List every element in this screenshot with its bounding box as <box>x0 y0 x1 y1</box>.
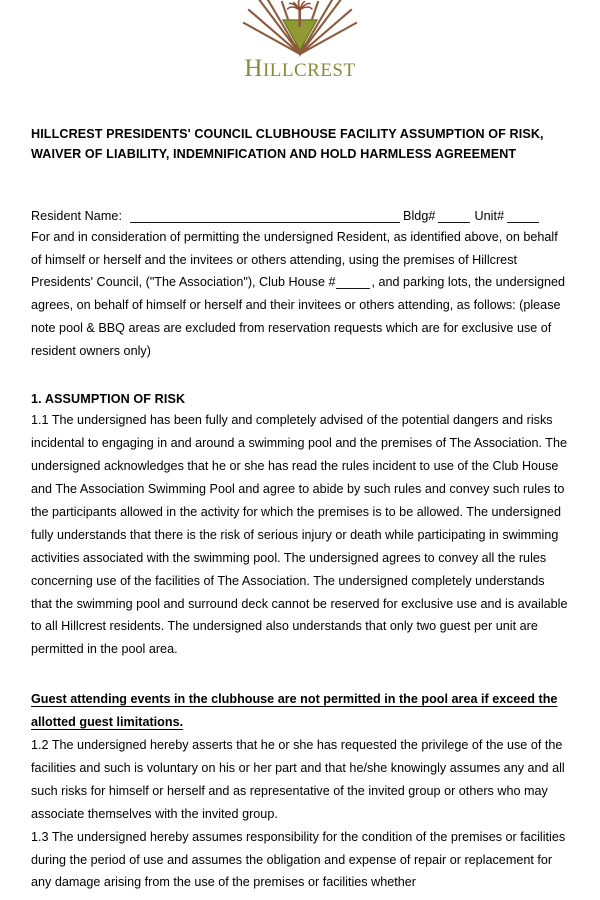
preamble-paragraph <box>31 226 569 363</box>
hillcrest-logo <box>0 0 600 106</box>
guest-limitation-notice: Guest attending events in the clubhouse are not permitted in the pool area if exceed the allotted guest limitations. <box>31 692 558 730</box>
logo-wordmark-rest: ILLCREST <box>262 60 356 81</box>
clause-1-2: 1.2 The undersigned hereby asserts that he or she has requested the privilege of the use of the facilities and such is voluntary on his or her part and that he/she knowingly assumes any and all such risks for himself or herself and as representative of the invited group or others who may associate themselves with the invited group. <box>31 738 565 821</box>
unit-number-input[interactable] <box>507 222 539 223</box>
document-body <box>0 124 600 894</box>
clause-1-3: 1.3 The undersigned hereby assumes responsibility for the condition of the premises or facilities during the period of use and assumes the obligation and expense of repair or replacement for any damage arising from the use of the premises or facilities whether <box>31 829 566 890</box>
bldg-label: Bldg# <box>403 208 436 223</box>
bldg-number-input[interactable] <box>438 222 470 223</box>
preamble-part-2: , and parking lots, the undersigned agrees, on behalf of himself or herself and their invitees or others attending, as follows: (please note pool & BBQ areas are excluded from reservation requests which are for exclusive use of resident owners only) <box>31 275 566 359</box>
hillcrest-logo-mark <box>242 0 358 58</box>
club-house-number-input[interactable] <box>336 288 370 289</box>
unit-label: Unit# <box>474 208 505 223</box>
section-heading-assumption-of-risk: 1. ASSUMPTION OF RISK <box>31 392 186 407</box>
resident-name-label: Resident Name: <box>31 208 122 223</box>
logo-wordmark <box>244 56 355 81</box>
logo-wordmark-initial: H <box>244 55 263 82</box>
page-title: HILLCREST PRESIDENTS' COUNCIL CLUBHOUSE FACILITY ASSUMPTION OF RISK, WAIVER OF LIABILITY, INDEMNIFICATION AND HOLD HARMLESS AGREEMENT <box>31 127 544 162</box>
preamble-part-1: For and in consideration of permitting the undersigned Resident, as identified above, on behalf of himself or herself and the invitees or others attending, using the premises of Hillcrest Presidents' Council, ("The Association"), Club House # <box>31 229 558 290</box>
clause-1-1: 1.1 The undersigned has been fully and completely advised of the potential dangers and risks incidental to engaging in and around a swimming pool and the premises of The Association. The undersigned acknowledges that he or she has read the rules incident to use of the Club House and The Association Swimming Pool and agree to abide by such rules and convey such rules to the participants allowed in the activity for which the premises is to be allowed. The undersigned fully understands that there is the risk of serious injury or death while participating in swimming activities associated with the swimming pool. The undersigned agrees to convey all the rules concerning use of the facilities of The Association. The undersigned completely understands that the swimming pool and surround deck cannot be reserved for exclusive use and is available to all Hillcrest residents. The undersigned also understands that only two guest per unit are permitted in the pool area. <box>31 413 568 657</box>
resident-info-row <box>31 207 569 226</box>
resident-name-input[interactable] <box>130 222 400 223</box>
